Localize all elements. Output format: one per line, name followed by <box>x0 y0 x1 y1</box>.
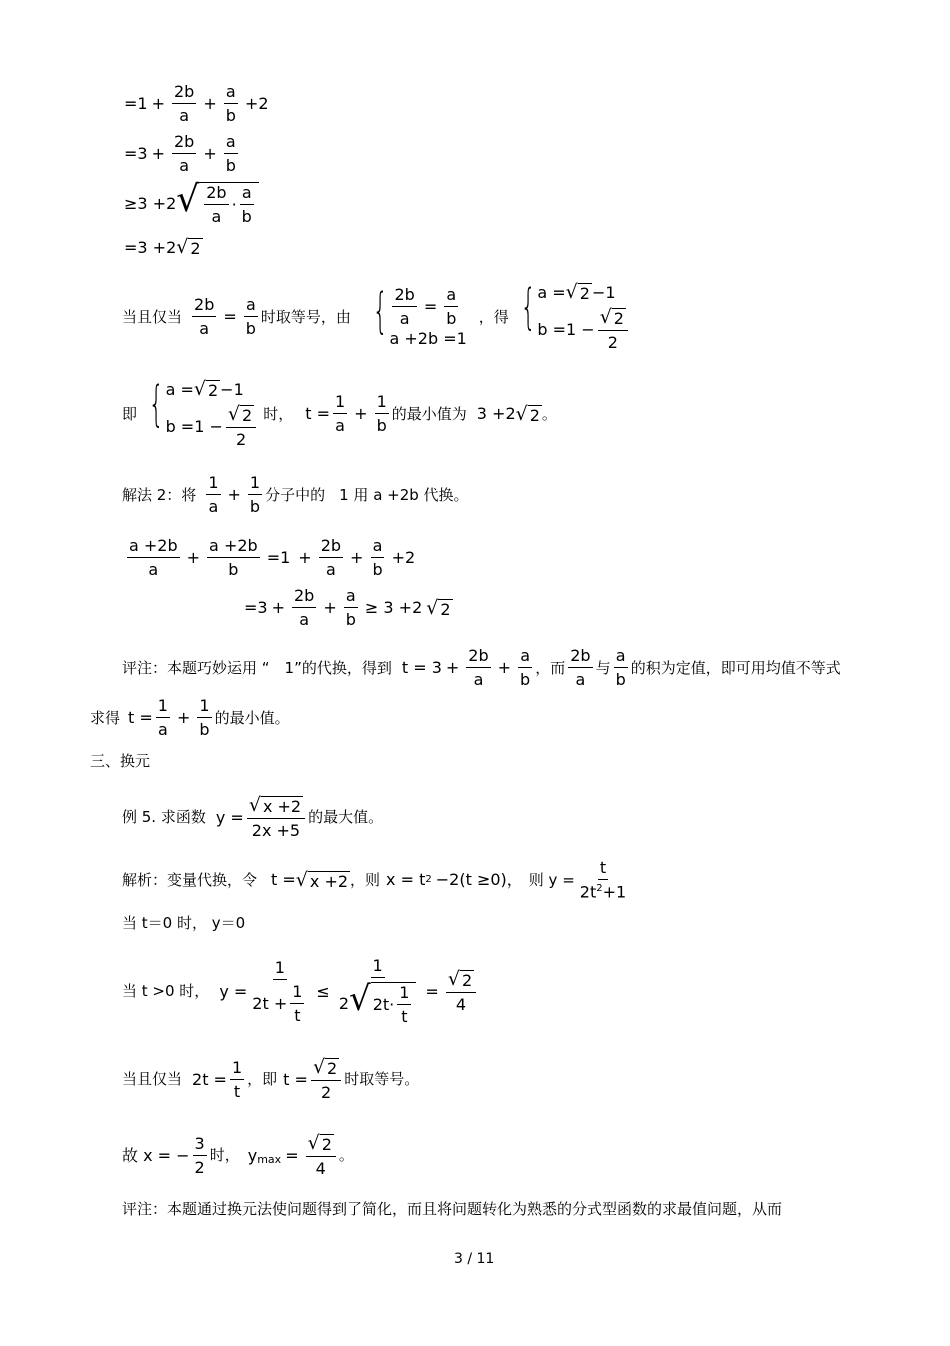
solution-2-heading: 解法 2：将 $\frac{1}{a}$ + $\frac{1}{b}$ 分子中的 1 用 a +2b 代换。 <box>122 473 469 516</box>
substitution-line: 解析：变量代换，令 t = √ x +2 ，则 x = t 2 −2(t ≥0)， 则 y = $\frac{t}{2t^2+1}$ <box>122 858 627 902</box>
equation-system: { $\frac{2b}{a}$ = $\frac{a}{b}$ a +2b =1 <box>372 283 467 348</box>
eq-line-1: =1 + $\frac{2b}{a}$ + $\frac{a}{b}$ +2 <box>124 82 269 125</box>
comment-1-line-1: 评注：本题巧妙运用 “ 1”的代换，得到 t = 3 + $\frac{2b}{a}$ + $\frac{a}{b}$ ，而 $\frac{2b}{a}$ 与 $\frac{a}{b}$ 的积为定值，即可用均值不等式 <box>122 646 841 689</box>
comment-2: 评注：本题通过换元法使问题得到了简化，而且将问题转化为熟悉的分式型函数的求最值问题，从而 <box>122 1200 783 1218</box>
fraction: $\frac{2b}{a}$ <box>174 82 195 125</box>
solution-2-eq-1: $\frac{a +2b}{a}$ + $\frac{a +2b}{b}$ =1 + $\frac{2b}{a}$ + $\frac{a}{b}$ +2 <box>129 536 416 579</box>
eq-line-2: =3 + $\frac{2b}{a}$ + $\frac{a}{b}$ <box>124 132 236 175</box>
eq-line-4: =3 +2 √ 2 <box>124 236 201 258</box>
case-t-zero: 当 t＝0 时， y＝0 <box>122 914 246 932</box>
solution-2-eq-2: =3 + $\frac{2b}{a}$ + $\frac{a}{b}$ ≥ 3 +2 √ 2 <box>244 586 451 629</box>
equality-condition-2: 当且仅当 2t = $\frac{1}{t}$ ，即 t = √ 2 2 时取等号。 <box>122 1056 420 1102</box>
section-heading: 三、换元 <box>90 752 151 770</box>
page-number: 3 / 11 <box>454 1251 495 1267</box>
conclusion: 故 x = − $\frac{3}{2}$ 时， y max = √ 2 4 。 <box>122 1132 354 1178</box>
fraction: $\frac{a}{b}$ <box>225 82 236 125</box>
solution-system: { a = √ 2 −1 b =1 − √ 2 2 <box>513 283 631 351</box>
solution-system: { a = √ 2 −1 b =1 − √ 2 2 <box>141 380 259 448</box>
eq-line-3: ≥3 +2 √ $\frac{2b}{a}$ · $\frac{a}{b}$ <box>124 182 259 225</box>
example-5: 例 5. 求函数 y = √ x +2 2x +5 的最大值。 <box>122 794 384 840</box>
comment-1-line-2: 求得 t = $\frac{1}{a}$ + $\frac{1}{b}$ 的最小值。 <box>90 696 290 739</box>
case-t-positive: 当 t >0 时， y = 1 2t + $\frac{1}{t}$ ≤ 1 2 √ 2t· $\frac{1}{t}$ = √ 2 4 <box>122 958 479 1025</box>
equality-condition-paragraph: 当且仅当 $\frac{2b}{a}$ = $\frac{a}{b}$ 时取等号，由 { $\frac{2b}{a}$ = $\frac{a}{b}$ a +2b =1 ，得 { a = √ 2 −1 b =1 − √ 2 2 <box>122 283 635 351</box>
min-value-paragraph: 即 { a = √ 2 −1 b =1 − √ 2 2 时， t = $\frac{1}{a}$ + $\frac{1}{b}$ 的最小值为 3 +2 √ 2 。 <box>122 376 557 449</box>
